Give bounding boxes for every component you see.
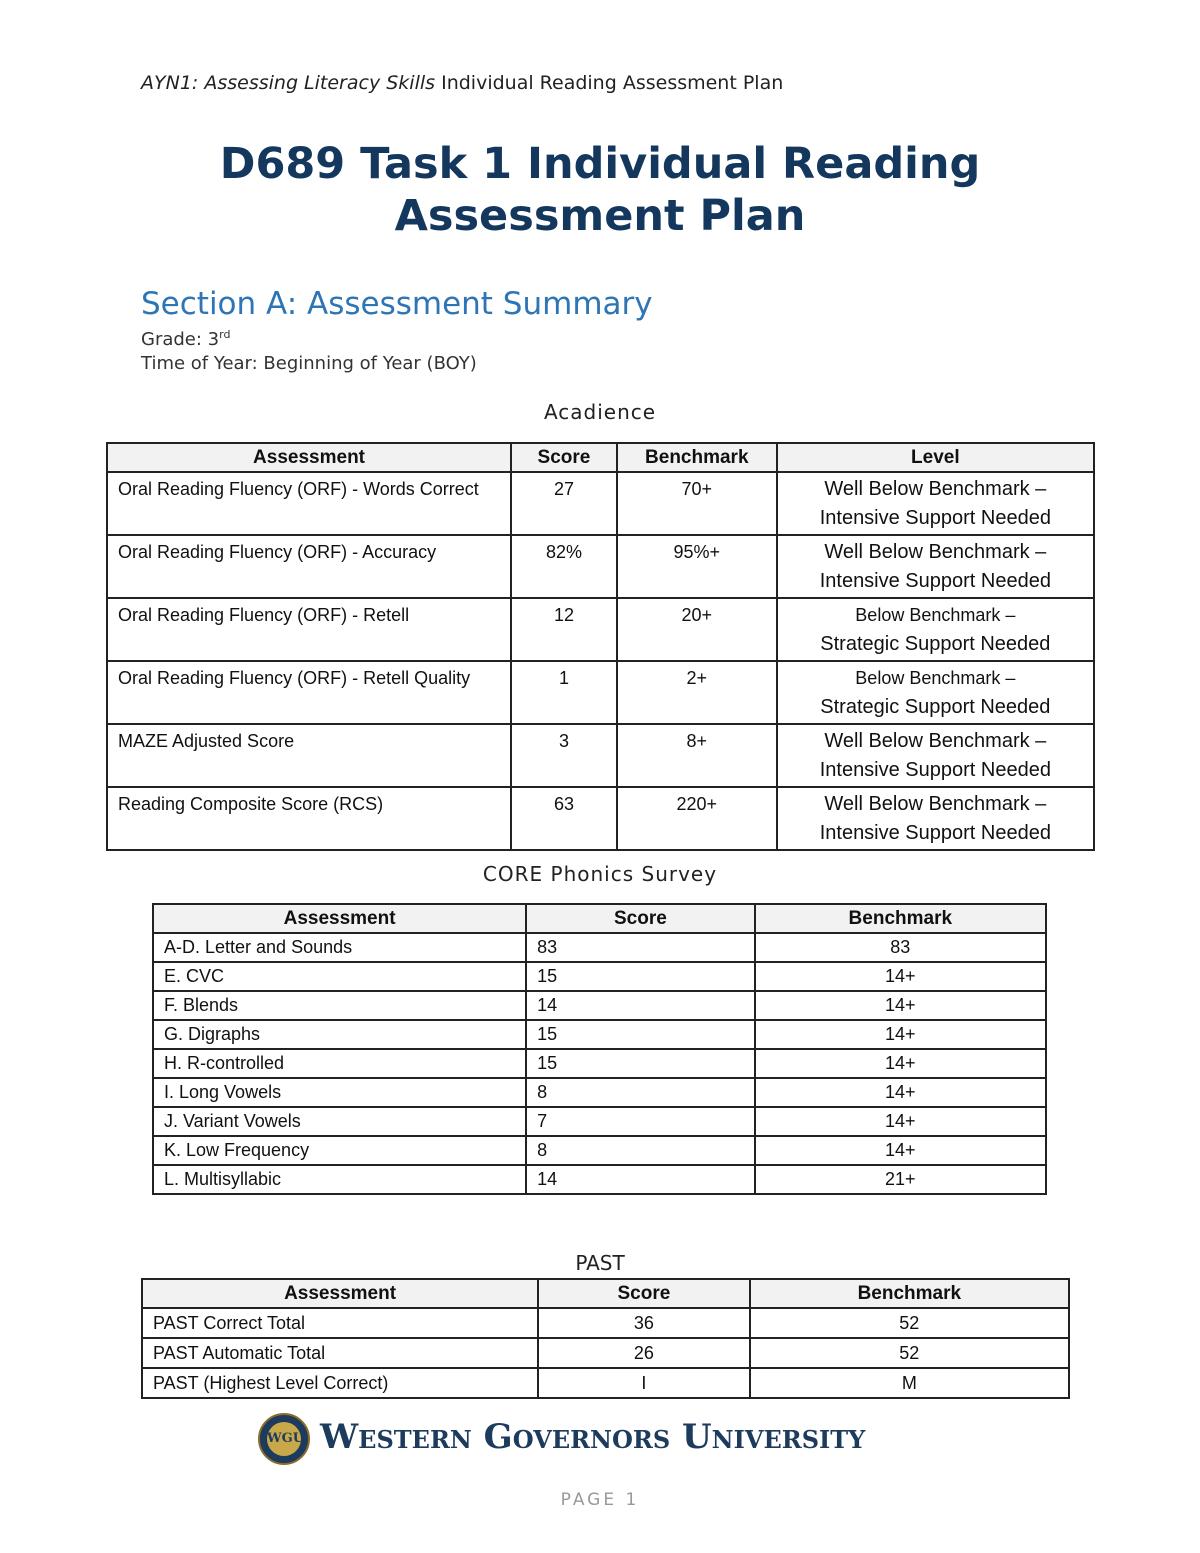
col-header: Score bbox=[511, 443, 617, 472]
assessment-cell: Oral Reading Fluency (ORF) - Words Correct bbox=[107, 472, 511, 535]
page-number: PAGE 1 bbox=[560, 1490, 640, 1510]
level-cell bbox=[777, 535, 1094, 598]
table-row bbox=[153, 1136, 1046, 1165]
level-line2: Intensive Support Needed bbox=[819, 507, 1051, 529]
col-header: Score bbox=[526, 904, 754, 933]
section-heading: Section A: Assessment Summary bbox=[141, 286, 653, 322]
level-line1: Well Below Benchmark – bbox=[824, 541, 1047, 563]
header-course: AYN1: Assessing Literacy Skills bbox=[141, 72, 436, 94]
score-cell: 15 bbox=[526, 1049, 754, 1078]
grade-sup: rd bbox=[219, 328, 231, 341]
benchmark-cell: 95%+ bbox=[617, 535, 777, 598]
benchmark-cell: 14+ bbox=[755, 1020, 1046, 1049]
core-phonics-table bbox=[152, 903, 1047, 1195]
benchmark-cell: 2+ bbox=[617, 661, 777, 724]
table-row bbox=[107, 472, 1094, 535]
score-cell: 1 bbox=[511, 661, 617, 724]
grade-label: Grade: 3 bbox=[141, 329, 220, 350]
score-cell: 15 bbox=[526, 962, 754, 991]
logo-wordmark: Western Governors University bbox=[320, 1417, 866, 1457]
table-header-row bbox=[107, 443, 1094, 472]
header-doc-title: Individual Reading Assessment Plan bbox=[441, 72, 784, 94]
level-line2: Strategic Support Needed bbox=[820, 696, 1051, 718]
assessment-cell: K. Low Frequency bbox=[153, 1136, 526, 1165]
time-of-year: Time of Year: Beginning of Year (BOY) bbox=[141, 353, 477, 374]
assessment-cell: J. Variant Vowels bbox=[153, 1107, 526, 1136]
acadience-table bbox=[106, 442, 1095, 851]
score-cell: 3 bbox=[511, 724, 617, 787]
assessment-cell: F. Blends bbox=[153, 991, 526, 1020]
table-header-row bbox=[142, 1279, 1069, 1308]
table-header-row bbox=[153, 904, 1046, 933]
level-line1: Below Benchmark – bbox=[855, 605, 1016, 625]
benchmark-cell: 14+ bbox=[755, 1049, 1046, 1078]
col-header: Benchmark bbox=[617, 443, 777, 472]
table-row bbox=[153, 933, 1046, 962]
table-row bbox=[153, 1078, 1046, 1107]
level-cell bbox=[777, 787, 1094, 850]
benchmark-cell: 14+ bbox=[755, 962, 1046, 991]
benchmark-cell: 8+ bbox=[617, 724, 777, 787]
page-title bbox=[0, 138, 1200, 242]
benchmark-cell: 21+ bbox=[755, 1165, 1046, 1194]
assessment-cell: I. Long Vowels bbox=[153, 1078, 526, 1107]
acadience-caption: Acadience bbox=[543, 400, 657, 424]
assessment-cell: A-D. Letter and Sounds bbox=[153, 933, 526, 962]
table-row bbox=[153, 1165, 1046, 1194]
benchmark-cell: 52 bbox=[750, 1308, 1069, 1338]
score-cell: 26 bbox=[538, 1338, 750, 1368]
table-row bbox=[153, 991, 1046, 1020]
benchmark-cell: 14+ bbox=[755, 1136, 1046, 1165]
score-cell: 14 bbox=[526, 991, 754, 1020]
level-line2: Strategic Support Needed bbox=[820, 633, 1051, 655]
level-line2: Intensive Support Needed bbox=[819, 570, 1051, 592]
grade-line bbox=[141, 328, 230, 350]
level-cell bbox=[777, 598, 1094, 661]
assessment-cell: MAZE Adjusted Score bbox=[107, 724, 511, 787]
assessment-cell: PAST (Highest Level Correct) bbox=[142, 1368, 538, 1398]
level-cell bbox=[777, 472, 1094, 535]
assessment-cell: PAST Correct Total bbox=[142, 1308, 538, 1338]
score-cell: 8 bbox=[526, 1136, 754, 1165]
score-cell: 83 bbox=[526, 933, 754, 962]
score-cell: I bbox=[538, 1368, 750, 1398]
assessment-cell: H. R-controlled bbox=[153, 1049, 526, 1078]
page-title-line1: D689 Task 1 Individual Reading bbox=[219, 139, 981, 189]
table-row bbox=[107, 535, 1094, 598]
table-row bbox=[142, 1338, 1069, 1368]
score-cell: 15 bbox=[526, 1020, 754, 1049]
seal-icon bbox=[258, 1413, 310, 1465]
assessment-cell: Reading Composite Score (RCS) bbox=[107, 787, 511, 850]
table-row bbox=[107, 598, 1094, 661]
benchmark-cell: 220+ bbox=[617, 787, 777, 850]
col-header: Assessment bbox=[153, 904, 526, 933]
level-line1: Well Below Benchmark – bbox=[824, 478, 1047, 500]
score-cell: 14 bbox=[526, 1165, 754, 1194]
score-cell: 36 bbox=[538, 1308, 750, 1338]
benchmark-cell: M bbox=[750, 1368, 1069, 1398]
level-line1: Well Below Benchmark – bbox=[824, 730, 1047, 752]
past-caption: PAST bbox=[575, 1251, 625, 1275]
benchmark-cell: 14+ bbox=[755, 1107, 1046, 1136]
assessment-cell: E. CVC bbox=[153, 962, 526, 991]
page-title-line2: Assessment Plan bbox=[394, 191, 806, 241]
table-row bbox=[153, 962, 1046, 991]
level-line2: Intensive Support Needed bbox=[819, 822, 1051, 844]
table-row bbox=[153, 1020, 1046, 1049]
benchmark-cell: 83 bbox=[755, 933, 1046, 962]
benchmark-cell: 14+ bbox=[755, 1078, 1046, 1107]
core-caption: CORE Phonics Survey bbox=[482, 862, 718, 886]
col-header: Benchmark bbox=[755, 904, 1046, 933]
col-header: Assessment bbox=[107, 443, 511, 472]
table-row bbox=[153, 1049, 1046, 1078]
table-row bbox=[107, 724, 1094, 787]
wgu-logo bbox=[258, 1413, 908, 1469]
score-cell: 82% bbox=[511, 535, 617, 598]
table-row bbox=[153, 1107, 1046, 1136]
table-row bbox=[107, 661, 1094, 724]
benchmark-cell: 14+ bbox=[755, 991, 1046, 1020]
table-row bbox=[142, 1308, 1069, 1338]
col-header: Level bbox=[777, 443, 1094, 472]
level-line1: Below Benchmark – bbox=[855, 668, 1016, 688]
score-cell: 8 bbox=[526, 1078, 754, 1107]
col-header: Score bbox=[538, 1279, 750, 1308]
past-table bbox=[141, 1278, 1070, 1399]
col-header: Benchmark bbox=[750, 1279, 1069, 1308]
running-header bbox=[141, 72, 783, 94]
benchmark-cell: 70+ bbox=[617, 472, 777, 535]
assessment-cell: Oral Reading Fluency (ORF) - Retell Quality bbox=[107, 661, 511, 724]
benchmark-cell: 52 bbox=[750, 1338, 1069, 1368]
level-line2: Intensive Support Needed bbox=[819, 759, 1051, 781]
score-cell: 7 bbox=[526, 1107, 754, 1136]
benchmark-cell: 20+ bbox=[617, 598, 777, 661]
assessment-cell: Oral Reading Fluency (ORF) - Accuracy bbox=[107, 535, 511, 598]
assessment-cell: L. Multisyllabic bbox=[153, 1165, 526, 1194]
table-row bbox=[107, 787, 1094, 850]
seal-monogram: WGU bbox=[267, 1422, 301, 1456]
col-header: Assessment bbox=[142, 1279, 538, 1308]
score-cell: 63 bbox=[511, 787, 617, 850]
assessment-cell: G. Digraphs bbox=[153, 1020, 526, 1049]
score-cell: 27 bbox=[511, 472, 617, 535]
assessment-cell: Oral Reading Fluency (ORF) - Retell bbox=[107, 598, 511, 661]
score-cell: 12 bbox=[511, 598, 617, 661]
level-cell bbox=[777, 724, 1094, 787]
level-line1: Well Below Benchmark – bbox=[824, 793, 1047, 815]
level-cell bbox=[777, 661, 1094, 724]
assessment-cell: PAST Automatic Total bbox=[142, 1338, 538, 1368]
table-row bbox=[142, 1368, 1069, 1398]
